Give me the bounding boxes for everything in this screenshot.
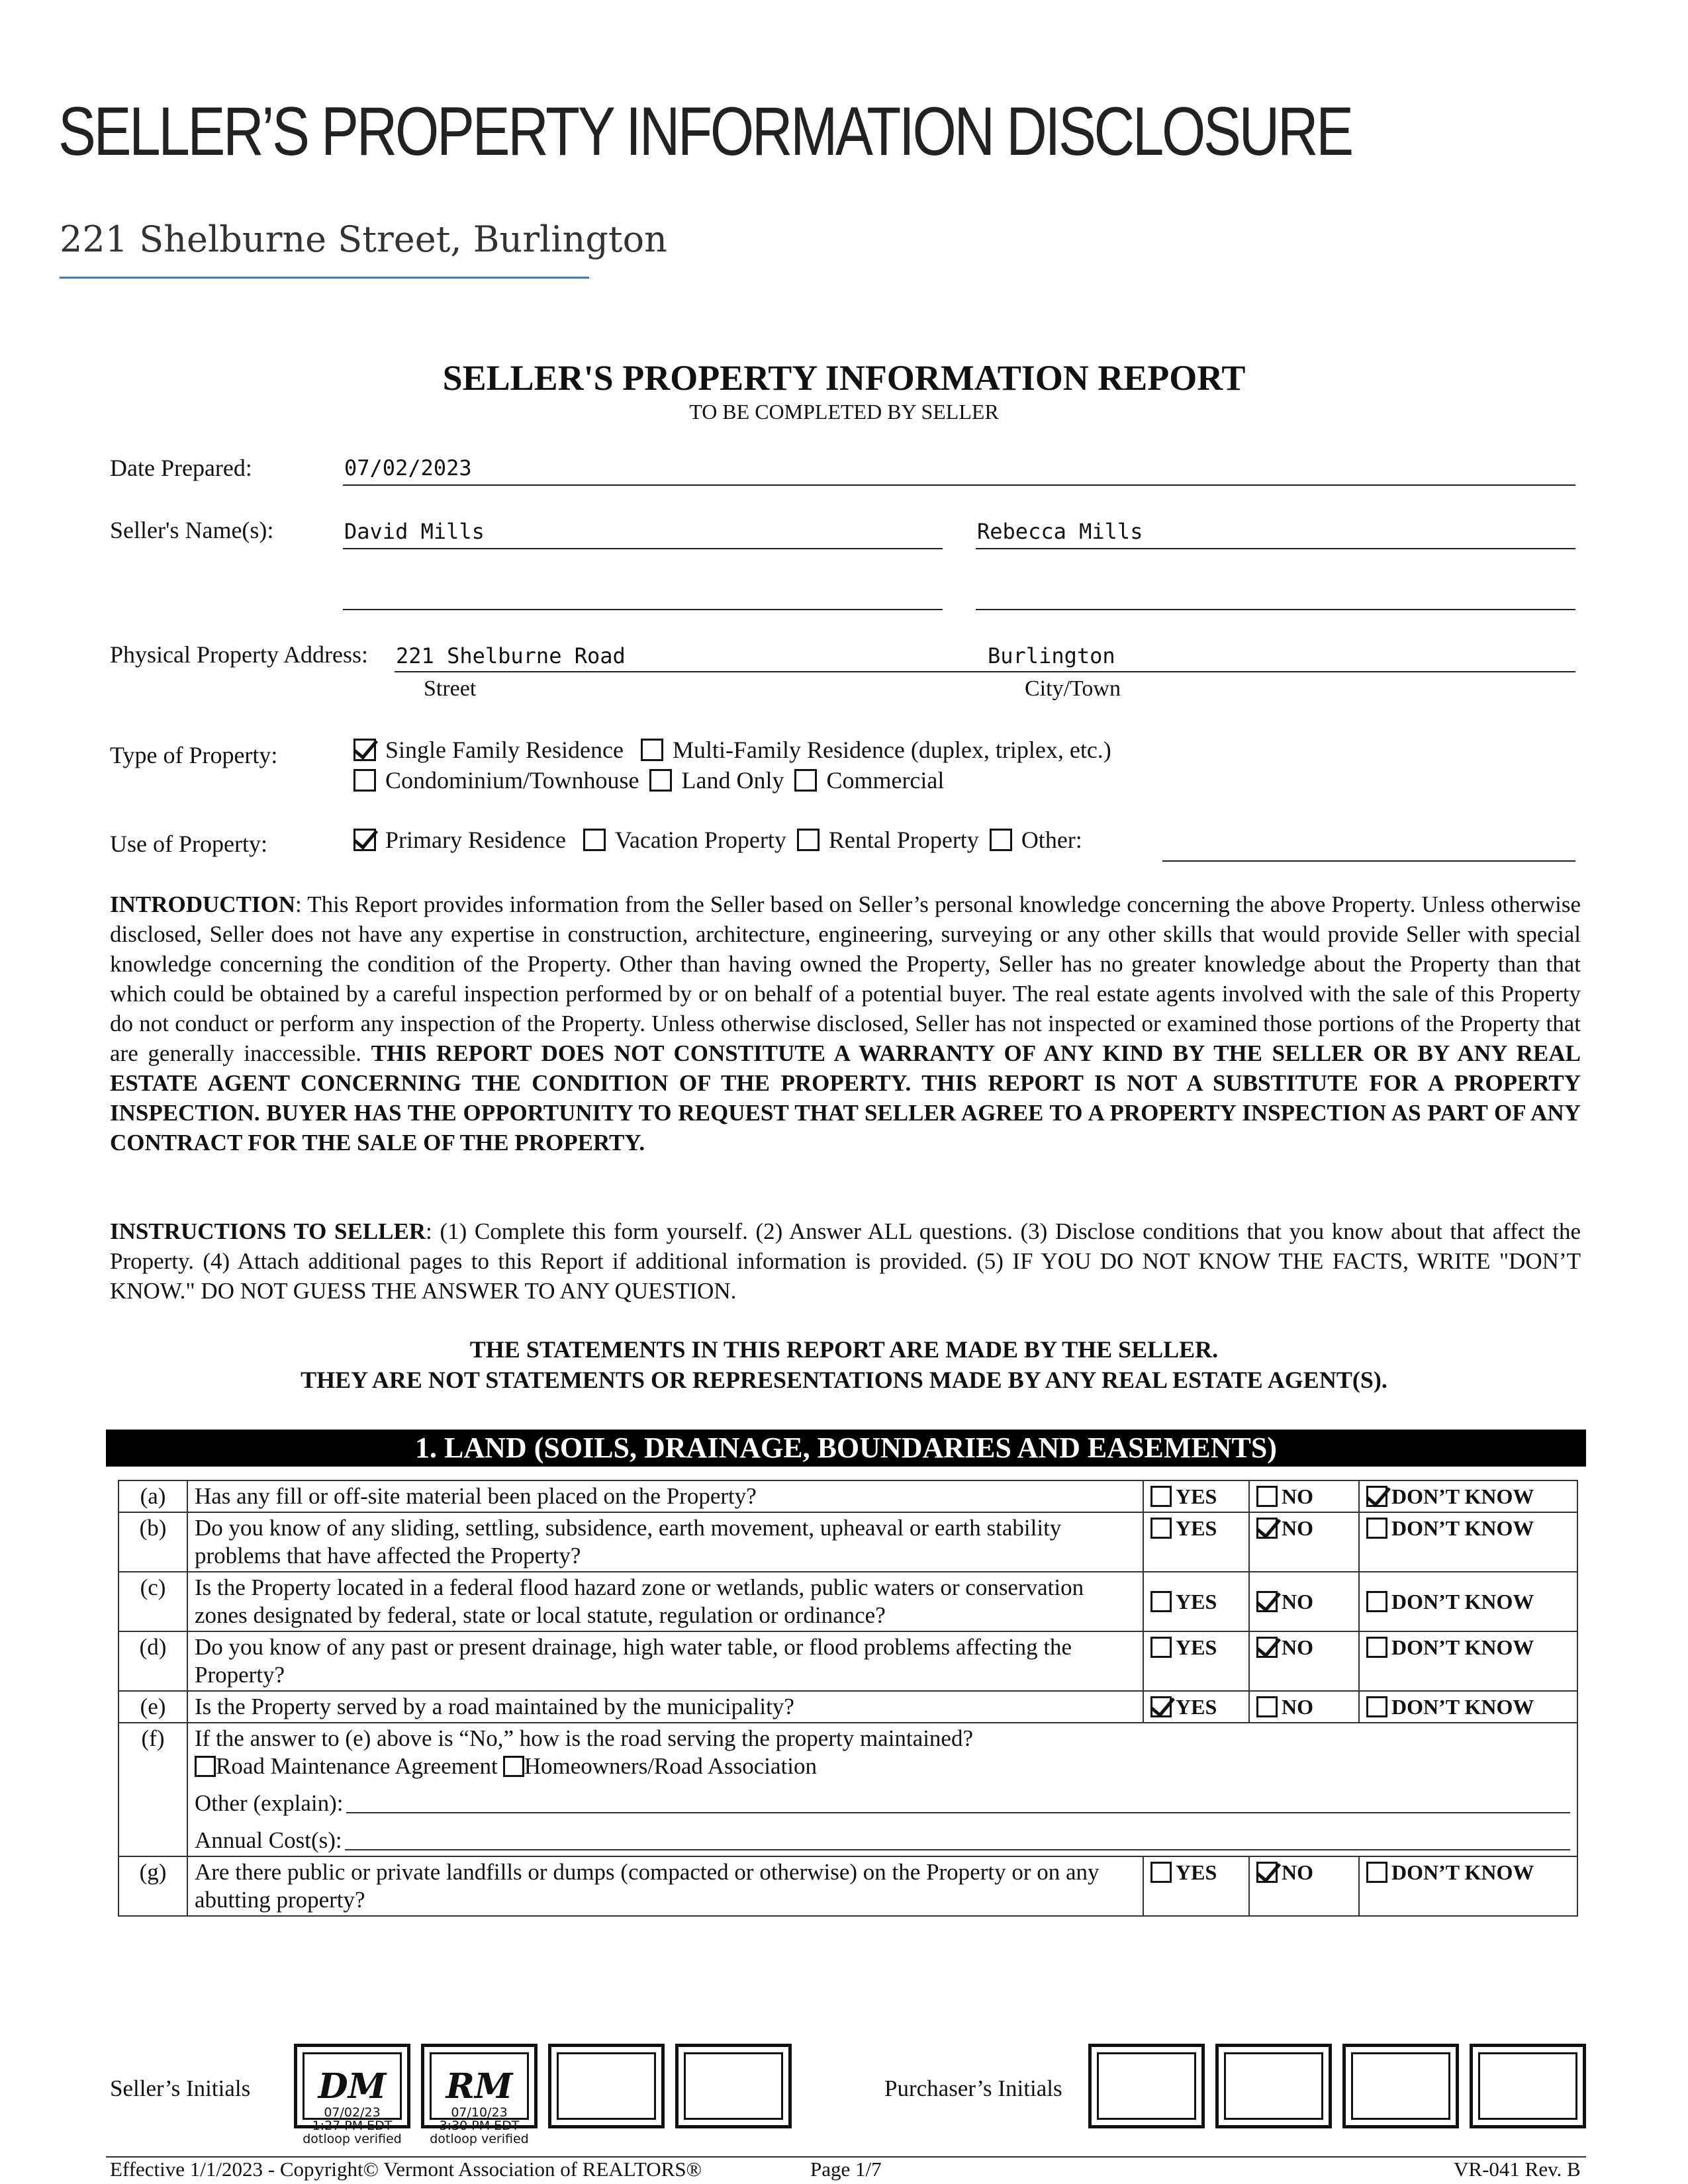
question-text: Is the Property served by a road maintained by the municipality? — [187, 1691, 1143, 1723]
use-rental[interactable]: Rental Property — [797, 826, 979, 854]
type-commercial[interactable]: Commercial — [794, 766, 944, 794]
checkbox-icon[interactable] — [1256, 1591, 1278, 1612]
banner-address: 221 Shelburne Street, Burlington — [60, 218, 667, 260]
answer-no[interactable]: NO — [1256, 1482, 1352, 1510]
type-land-only[interactable]: Land Only — [649, 766, 784, 794]
use-other-line[interactable] — [1162, 860, 1575, 862]
question-text: Are there public or private landfills or dumps (compacted or otherwise) on the Property or on any abutting property? — [187, 1856, 1143, 1916]
question-row-c: (c) Is the Property located in a federal flood hazard zone or wetlands, public waters or conservation zones designated by federal, state or local statute, regulation or ordinance? YES NO DON’T KNOW — [118, 1572, 1577, 1631]
checkbox-icon[interactable] — [1366, 1637, 1387, 1658]
checkbox-icon[interactable] — [353, 739, 376, 761]
footer-copyright: Effective 1/1/2023 - Copyright© Vermont Association of REALTORS® — [110, 2158, 702, 2181]
checkbox-icon[interactable] — [1256, 1518, 1278, 1539]
seller2-value[interactable]: Rebecca Mills — [977, 519, 1143, 544]
answer-dont-know[interactable]: DON’T KNOW — [1366, 1588, 1570, 1615]
question-f-cell — [187, 1723, 1577, 1856]
seller-initials-signature: DM — [318, 2066, 387, 2107]
instructions-paragraph: INSTRUCTIONS TO SELLER: (1) Complete this form yourself. (2) Answer ALL questions. (3) Disclose conditions that you know about that affect the Property. (4) Attach additional pages to this Report if additional information is provided. (5) IF YOU DO NOT KNOW THE FACTS, WRITE "DON’T KNOW." DO NOT GUESS THE ANSWER TO ANY QUESTION. — [110, 1218, 1581, 1304]
type-label: Type of Property: — [110, 742, 278, 768]
checkbox-icon[interactable] — [1366, 1591, 1387, 1612]
question-row-g: (g) Are there public or private landfills or dumps (compacted or otherwise) on the Property or on any abutting property? YES NO DON’T KNOW — [118, 1856, 1577, 1916]
purchaser-initials-label: Purchaser’s Initials — [884, 2075, 1062, 2101]
seller4-line[interactable] — [976, 609, 1575, 610]
date-line — [343, 484, 1575, 486]
annual-cost-line[interactable] — [345, 1849, 1570, 1850]
checkbox-icon[interactable] — [649, 769, 672, 792]
answer-dont-know[interactable]: DON’T KNOW — [1366, 1514, 1570, 1542]
checkbox-icon[interactable] — [1366, 1518, 1387, 1539]
annual-cost-label: Annual Cost(s): — [195, 1827, 342, 1853]
homeowners-road-association-label: Homeowners/Road Association — [524, 1753, 817, 1779]
date-label: Date Prepared: — [110, 455, 252, 481]
answer-no[interactable]: NO — [1256, 1633, 1352, 1661]
checkbox-icon[interactable] — [1366, 1696, 1387, 1717]
question-text: If the answer to (e) above is “No,” how is the road serving the property maintained? — [195, 1725, 973, 1751]
introduction-paragraph: INTRODUCTION: This Report provides information from the Seller based on Seller’s personal knowledge concerning the above Property. Unless otherwise disclosed, Seller does not have any expertise in construction, architecture, engineering, surveying or any other skills that would provide Seller with special knowledge concerning the condition of the Property. Other than having owned the Property, Seller has no greater knowledge about the Property than that which could be obtained by a careful inspection performed by or on behalf of a potential buyer. The real estate agents involved with the sale of this Property do not conduct or perform any inspection of the Property. Unless otherwise disclosed, Seller has not inspected or examined those portions of the Property that are generally inaccessible. THIS REPORT DOES NOT CONSTITUTE A WARRANTY OF ANY KIND BY THE SELLER OR BY ANY REAL ESTATE AGENT CONCERNING THE CONDITION OF THE PROPERTY. THIS REPORT IS NOT A SUBSTITUTE FOR A PROPERTY INSPECTION. BUYER HAS THE OPPORTUNITY TO REQUEST THAT SELLER AGREE TO A PROPERTY INSPECTION AS PART OF ANY CONTRACT FOR THE SALE OF THE PROPERTY. — [110, 891, 1581, 1156]
checkbox-icon[interactable] — [1150, 1486, 1172, 1507]
road-maintenance-agreement-label: Road Maintenance Agreement — [216, 1753, 498, 1779]
banner-title: SELLER’S PROPERTY INFORMATION DISCLOSURE — [58, 93, 1352, 170]
answer-no[interactable]: NO — [1256, 1693, 1352, 1721]
banner-underline — [60, 277, 589, 279]
land-questions-table — [118, 1480, 1578, 1917]
checkbox-icon[interactable] — [1256, 1486, 1278, 1507]
answer-no[interactable]: NO — [1256, 1588, 1352, 1615]
checkbox-icon[interactable] — [1256, 1862, 1278, 1883]
answer-dont-know[interactable]: DON’T KNOW — [1366, 1482, 1570, 1510]
question-text: Do you know of any sliding, settling, subsidence, earth movement, upheaval or earth stability problems that have affected the Property? — [187, 1512, 1143, 1572]
checkbox-icon[interactable] — [503, 1756, 524, 1777]
city-value[interactable]: Burlington — [988, 643, 1115, 668]
date-value[interactable]: 07/02/2023 — [344, 455, 472, 480]
report-subtitle: TO BE COMPLETED BY SELLER — [689, 400, 999, 424]
type-condo[interactable]: Condominium/Townhouse — [353, 766, 639, 794]
type-single-family[interactable]: Single Family Residence — [353, 736, 624, 764]
seller-initials-label: Seller’s Initials — [110, 2075, 251, 2101]
seller-name-label: Seller's Name(s): — [110, 517, 274, 543]
seller1-line — [343, 548, 943, 549]
checkbox-icon[interactable] — [1256, 1696, 1278, 1717]
use-primary[interactable]: Primary Residence — [353, 826, 566, 854]
checkbox-icon[interactable] — [641, 739, 663, 761]
type-row-1 — [353, 736, 1126, 764]
answer-yes[interactable]: YES — [1150, 1693, 1242, 1721]
purchaser-initial-box-1[interactable] — [1088, 2044, 1205, 2128]
question-row-e: (e) Is the Property served by a road maintained by the municipality? YES NO DON’T KNOW — [118, 1691, 1577, 1723]
seller2-line — [976, 548, 1575, 549]
question-row-f: (f) If the answer to (e) above is “No,” how is the road serving the property maintained? Road Maintenance Agreement Homeowners/Road Association Other (explain): Annual Cost(s): — [118, 1723, 1577, 1856]
checkbox-icon[interactable] — [1366, 1486, 1387, 1507]
answer-dont-know[interactable]: DON’T KNOW — [1366, 1858, 1570, 1886]
address-line — [395, 671, 1575, 672]
street-caption: Street — [424, 676, 477, 701]
checkbox-icon[interactable] — [353, 829, 376, 851]
purchaser-initial-box-2[interactable] — [1215, 2044, 1332, 2128]
answer-dont-know[interactable]: DON’T KNOW — [1366, 1693, 1570, 1721]
seller-initial-stamp-2: 07/10/23 3:30 PM EDT dotloop verified — [430, 2105, 529, 2146]
checkbox-icon[interactable] — [1150, 1637, 1172, 1658]
purchaser-initial-box-3[interactable] — [1342, 2044, 1459, 2128]
checkbox-icon[interactable] — [1256, 1637, 1278, 1658]
report-title: SELLER'S PROPERTY INFORMATION REPORT — [442, 358, 1246, 398]
question-row-b: (b) Do you know of any sliding, settling, subsidence, earth movement, upheaval or earth stability problems that have affected the Property? YES NO DON’T KNOW — [118, 1512, 1577, 1572]
question-text: Do you know of any past or present drainage, high water table, or flood problems affecting the Property? — [187, 1631, 1143, 1691]
use-label: Use of Property: — [110, 831, 267, 857]
statement-line-1: THE STATEMENTS IN THIS REPORT ARE MADE BY THE SELLER. — [469, 1336, 1219, 1363]
question-text: Has any fill or off-site material been placed on the Property? — [187, 1480, 1143, 1512]
seller-initials-signature: RM — [445, 2066, 513, 2107]
answer-yes[interactable]: YES — [1150, 1514, 1242, 1542]
checkbox-icon[interactable] — [195, 1756, 216, 1777]
type-multi-family[interactable]: Multi-Family Residence (duplex, triplex, etc.) — [641, 736, 1111, 764]
answer-no[interactable]: NO — [1256, 1858, 1352, 1886]
answer-yes[interactable]: YES — [1150, 1588, 1242, 1615]
checkbox-icon[interactable] — [1150, 1696, 1172, 1717]
checkbox-icon[interactable] — [1150, 1862, 1172, 1883]
checkbox-icon[interactable] — [1150, 1591, 1172, 1612]
seller-initial-box-3[interactable] — [548, 2044, 665, 2128]
use-other[interactable]: Other: — [990, 826, 1082, 854]
other-explain-label: Other (explain): — [195, 1790, 344, 1816]
checkbox-icon[interactable] — [1366, 1862, 1387, 1883]
answer-yes[interactable]: YES — [1150, 1858, 1242, 1886]
answer-dont-know[interactable]: DON’T KNOW — [1366, 1633, 1570, 1661]
checkbox-icon[interactable] — [990, 829, 1012, 851]
city-caption: City/Town — [1025, 676, 1121, 701]
checkbox-icon[interactable] — [1150, 1518, 1172, 1539]
seller3-line[interactable] — [343, 609, 943, 610]
question-row-a: (a) Has any fill or off-site material been placed on the Property? YES NO DON’T KNOW — [118, 1480, 1577, 1512]
purchaser-initial-box-4[interactable] — [1470, 2044, 1586, 2128]
use-vacation[interactable]: Vacation Property — [583, 826, 786, 854]
answer-yes[interactable]: YES — [1150, 1482, 1242, 1510]
checkbox-icon[interactable] — [353, 769, 376, 792]
seller1-value[interactable]: David Mills — [344, 519, 485, 544]
seller-initial-stamp-1: 07/02/23 1:27 PM EDT dotloop verified — [303, 2105, 402, 2146]
street-value[interactable]: 221 Shelburne Road — [396, 643, 626, 668]
question-text: Is the Property located in a federal flood hazard zone or wetlands, public waters or conservation zones designated by federal, state or local statute, regulation or ordinance? — [187, 1572, 1143, 1631]
use-row — [353, 826, 1097, 854]
seller-initial-box-4[interactable] — [675, 2044, 792, 2128]
answer-no[interactable]: NO — [1256, 1514, 1352, 1542]
footer-page-number: Page 1/7 — [810, 2158, 882, 2181]
checkbox-icon[interactable] — [583, 829, 606, 851]
checkbox-icon[interactable] — [794, 769, 817, 792]
statement-line-2: THEY ARE NOT STATEMENTS OR REPRESENTATIONS MADE BY ANY REAL ESTATE AGENT(S). — [301, 1367, 1387, 1393]
question-row-d: (d) Do you know of any past or present drainage, high water table, or flood problems affecting the Property? YES NO DON’T KNOW — [118, 1631, 1577, 1691]
section-1-header: 1. LAND (SOILS, DRAINAGE, BOUNDARIES AND EASEMENTS) — [106, 1430, 1586, 1467]
checkbox-icon[interactable] — [797, 829, 820, 851]
type-row-2 — [353, 766, 959, 795]
other-explain-line[interactable] — [346, 1812, 1571, 1813]
answer-yes[interactable]: YES — [1150, 1633, 1242, 1661]
address-label: Physical Property Address: — [110, 641, 368, 668]
footer-form-code: VR-041 Rev. B — [1454, 2158, 1581, 2181]
